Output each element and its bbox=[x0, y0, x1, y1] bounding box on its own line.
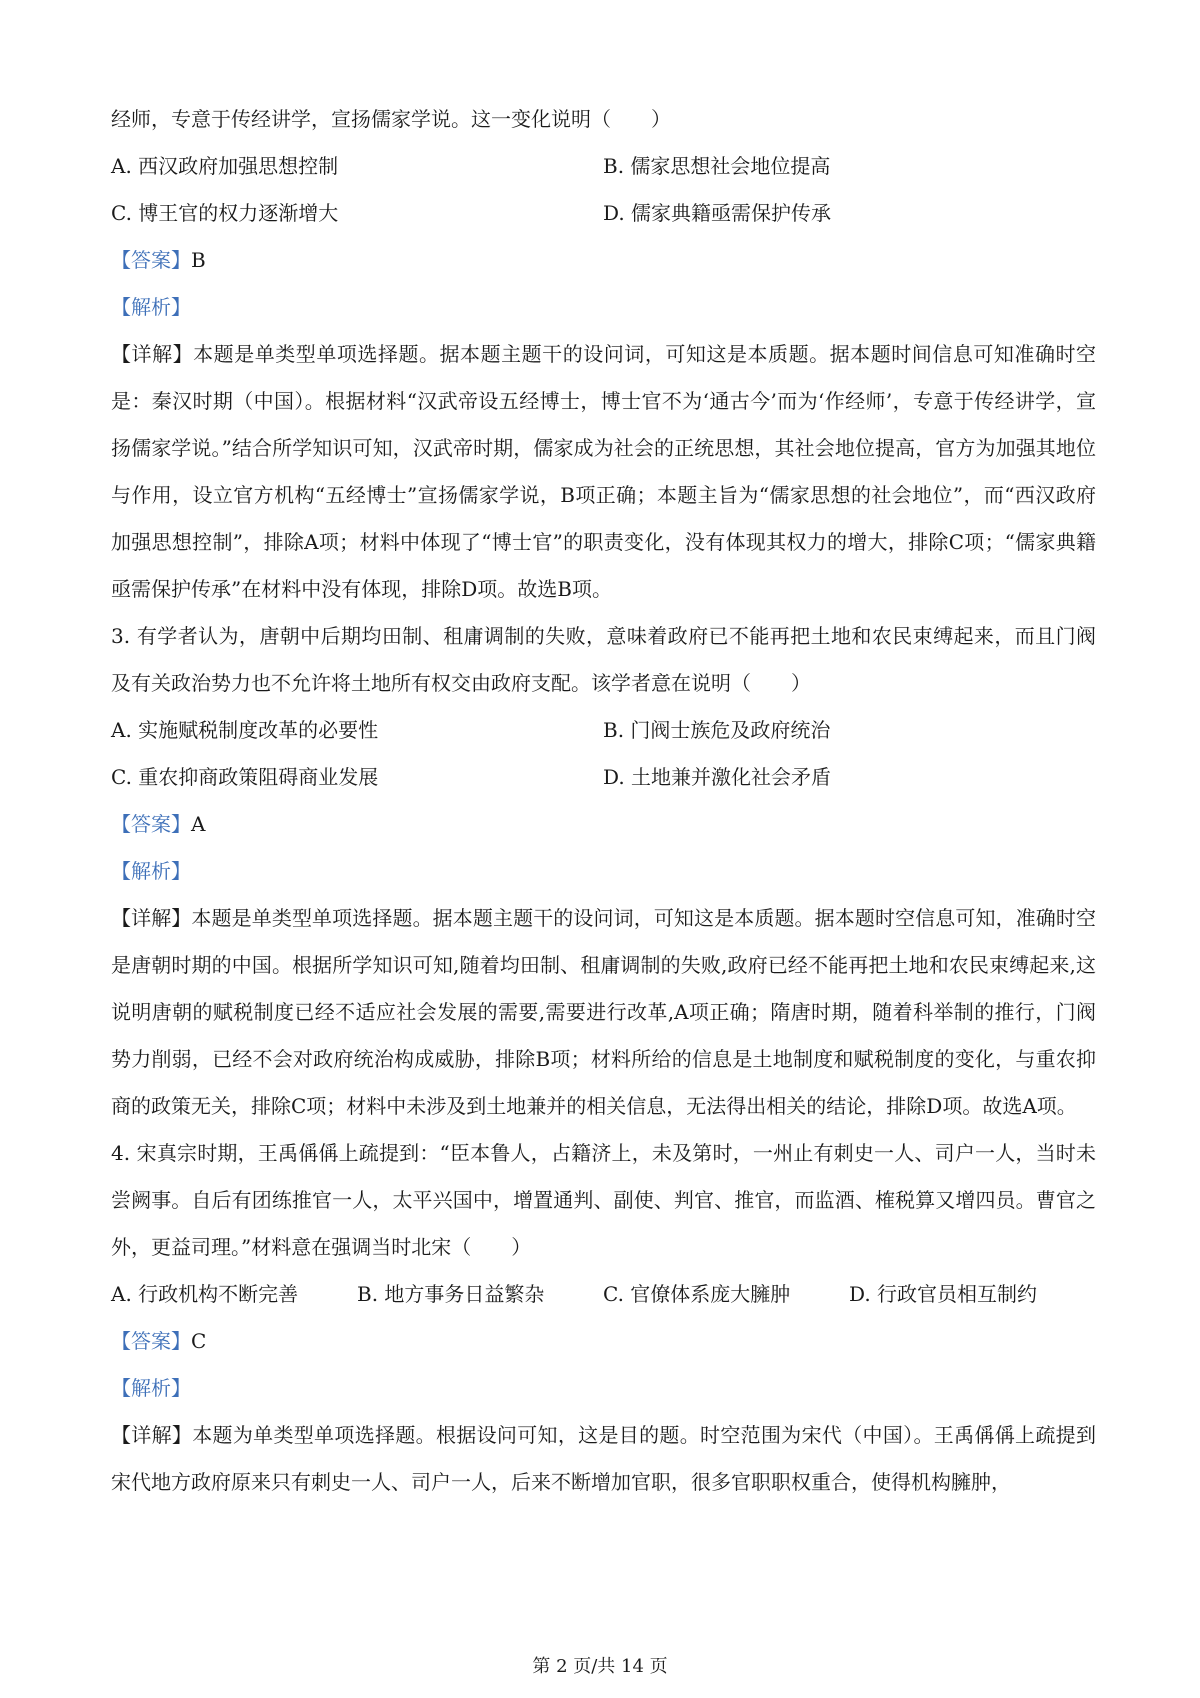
q4-option-a: A. 行政机构不断完善 bbox=[111, 1282, 299, 1306]
q3-option-d: D. 土地兼并激化社会矛盾 bbox=[603, 765, 832, 789]
q3-analysis-tag: 【解析】 bbox=[111, 859, 191, 883]
q4-option-d: D. 行政官员相互制约 bbox=[849, 1282, 1038, 1306]
detail-tag: 【详解】 bbox=[111, 906, 192, 930]
q3-detail bbox=[111, 895, 1096, 1130]
q4-detail bbox=[111, 1412, 1096, 1506]
answer-tag: 【答案】 bbox=[111, 1329, 191, 1353]
q3-detail-text: 本题是单类型单项选择题。据本题主题干的设问词，可知这是本质题。据本题时空信息可知，准确时空是唐朝时期的中国。根据所学知识可知,随着均田制、租庸调制的失败,政府已经不能再把土地和农民束缚起来,这说明唐朝的赋税制度已经不适应社会发展的需要,需要进行改革,A项正确；隋唐时期，随着科举制的推行，门阀势力削弱，已经不会对政府统治构成威胁，排除B项；材料所给的信息是土地制度和赋税制度的变化，与重农抑商的政策无关，排除C项；材料中未涉及到土地兼并的相关信息，无法得出相关的结论，排除D项。故选A项。 bbox=[111, 906, 1097, 1118]
q2-answer-value: B bbox=[191, 248, 206, 272]
q2-option-d: D. 儒家典籍亟需保护传承 bbox=[603, 201, 832, 225]
q2-analysis-tag: 【解析】 bbox=[111, 295, 191, 319]
q4-options-row bbox=[111, 1271, 1096, 1318]
q2-options-row-1 bbox=[111, 143, 1096, 190]
q3-options-row-2 bbox=[111, 754, 1096, 801]
q3-option-a: A. 实施赋税制度改革的必要性 bbox=[111, 718, 379, 742]
detail-tag: 【详解】 bbox=[111, 1423, 193, 1447]
q2-option-c: C. 博王官的权力逐渐增大 bbox=[111, 201, 339, 225]
q2-options-row-2 bbox=[111, 190, 1096, 237]
q4-answer bbox=[111, 1318, 1096, 1365]
q2-option-b: B. 儒家思想社会地位提高 bbox=[603, 154, 831, 178]
answer-tag: 【答案】 bbox=[111, 812, 191, 836]
answer-tag: 【答案】 bbox=[111, 248, 191, 272]
q3-answer bbox=[111, 801, 1096, 848]
q4-detail-text: 本题为单类型单项选择题。根据设问可知，这是目的题。时空范围为宋代（中国）。王禹偁偁上疏提到宋代地方政府原来只有刺史一人、司户一人，后来不断增加官职，很多官职职权重合，使得机构臃肿， bbox=[111, 1423, 1096, 1494]
page-number-footer: 第 2 页/共 14 页 bbox=[532, 1656, 668, 1677]
q3-option-c: C. 重农抑商政策阻碍商业发展 bbox=[111, 765, 379, 789]
q3-options-row-1 bbox=[111, 707, 1096, 754]
q3-answer-value: A bbox=[191, 812, 206, 836]
q2-detail-text: 本题是单类型单项选择题。据本题主题干的设问词，可知这是本质题。据本题时间信息可知准确时空是：秦汉时期（中国）。根据材料“汉武帝设五经博士，博士官不为‘通古今’而为‘作经师’，专意于传经讲学，宣扬儒家学说。”结合所学知识可知，汉武帝时期，儒家成为社会的正统思想，其社会地位提高，官方为加强其地位与作用，设立官方机构“五经博士”宣扬儒家学说，B项正确；本题主旨为“儒家思想的社会地位”，而“西汉政府加强思想控制”，排除A项；材料中体现了“博士官”的职责变化，没有体现其权力的增大，排除C项；“儒家典籍亟需保护传承”在材料中没有体现，排除D项。故选B项。 bbox=[111, 342, 1097, 601]
q4-answer-value: C bbox=[191, 1329, 207, 1353]
detail-tag: 【详解】 bbox=[111, 342, 194, 366]
q4-stem: 4. 宋真宗时期，王禹偁偁上疏提到：“臣本鲁人，占籍济上，未及第时，一州止有刺史一人、司户一人，当时未尝阙事。自后有团练推官一人，太平兴国中，增置通判、副使、判官、推官，而监酒、榷税算又增四员。曹官之外，更益司理。”材料意在强调当时北宋（ ） bbox=[111, 1141, 1096, 1259]
q4-analysis-tag: 【解析】 bbox=[111, 1376, 191, 1400]
q3-stem: 3. 有学者认为，唐朝中后期均田制、租庸调制的失败，意味着政府已不能再把土地和农民束缚起来，而且门阀及有关政治势力也不允许将土地所有权交由政府支配。该学者意在说明（ ） bbox=[111, 624, 1096, 695]
q2-detail bbox=[111, 331, 1096, 613]
q2-stem-tail: 经师，专意于传经讲学，宣扬儒家学说。这一变化说明（ ） bbox=[111, 107, 671, 131]
q3-option-b: B. 门阀士族危及政府统治 bbox=[603, 718, 831, 742]
q4-option-b: B. 地方事务日益繁杂 bbox=[357, 1282, 545, 1306]
q2-answer bbox=[111, 237, 1096, 284]
q2-option-a: A. 西汉政府加强思想控制 bbox=[111, 154, 339, 178]
document-page bbox=[111, 96, 1096, 1506]
q4-option-c: C. 官僚体系庞大臃肿 bbox=[603, 1282, 791, 1306]
